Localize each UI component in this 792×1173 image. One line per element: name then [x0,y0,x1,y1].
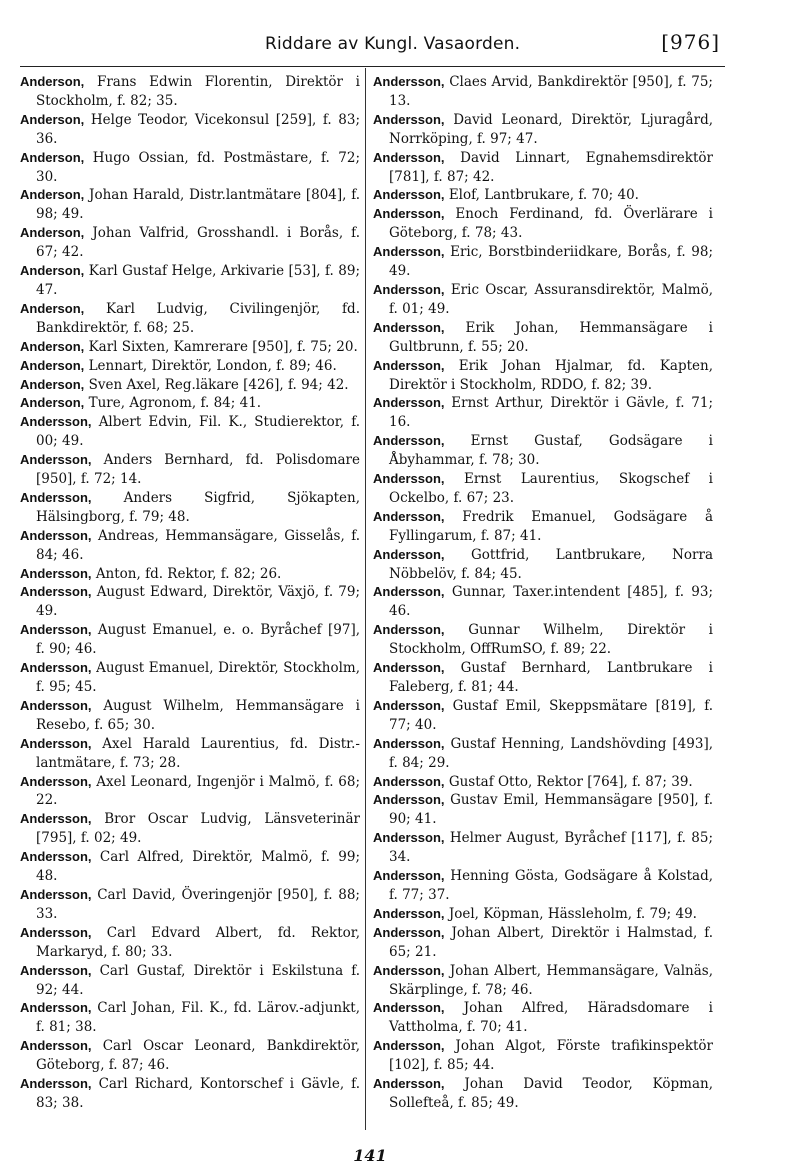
entry-surname: Andersson, [373,357,445,373]
entry-text: Lennart, Direktör, London, f. 89; 46. [88,357,337,374]
index-entry [373,394,713,432]
entry-surname: Andersson, [20,489,92,505]
entry-text: Carl Edvard Albert, fd. Rektor, Markaryd, f. 80; 33. [36,924,361,960]
entry-surname: Andersson, [373,660,445,676]
entry-text: Carl Gustaf, Direktör i Eskilstuna f. 92; 44. [36,962,360,998]
entry-text: Fredrik Emanuel, Godsägare å Fyllingarum, f. 87; 41. [389,508,713,544]
entry-surname: Andersson, [20,773,92,789]
index-entry [20,565,360,584]
folio-number: 141 [353,1146,387,1165]
entry-surname: Andersson, [20,735,92,751]
index-entry [20,735,360,773]
entry-surname: Andersson, [20,924,92,940]
entry-surname: Andersson, [20,1000,92,1016]
entry-surname: Andersson, [373,111,445,127]
index-entry [20,962,360,1000]
entry-text: Helmer August, Byråchef [117], f. 85; 34. [389,830,713,866]
index-entry [373,791,713,829]
entry-surname: Andersson, [373,622,445,638]
entry-surname: Anderson, [20,263,85,279]
index-entry [20,697,360,735]
entry-surname: Andersson, [373,735,445,751]
index-entry [373,205,713,243]
entry-surname: Andersson, [20,527,92,543]
index-entry [20,886,360,924]
entry-surname: Andersson, [20,1076,92,1092]
index-entry [373,546,713,584]
entry-text: Johan Albert, Hemmansägare, Valnäs, Skärplinge, f. 78; 46. [389,962,713,998]
entry-text: Anton, fd. Rektor, f. 82; 26. [95,565,282,582]
index-entry [373,621,713,659]
index-entry [20,451,360,489]
entry-text: Henning Gösta, Godsägare å Kolstad, f. 77; 37. [389,868,713,903]
page-number: [976] [661,30,720,54]
index-entry [373,149,713,187]
entry-surname: Andersson, [20,886,92,902]
entry-surname: Andersson, [20,811,92,827]
entry-surname: Andersson, [373,546,445,562]
entry-text: Anders Bernhard, fd. Polisdomare [950], f. 72; 14. [36,452,360,488]
index-entry [20,848,360,886]
entry-text: Erik Johan, Hemmansägare i Gultbrunn, f. 55; 20. [389,319,713,355]
entry-text: Carl Alfred, Direktör, Malmö, f. 99; 48. [36,849,360,885]
index-entry [373,773,713,792]
entry-text: Helge Teodor, Vicekonsul [259], f. 83; 36. [36,111,360,147]
entry-surname: Andersson, [373,773,445,789]
entry-surname: Andersson, [20,697,92,713]
entry-text: Carl Oscar Leonard, Bankdirektör, Göteborg, f. 87; 46. [36,1038,360,1074]
running-header [20,30,720,60]
entry-text: Elof, Lantbrukare, f. 70; 40. [448,187,639,204]
entry-surname: Anderson, [20,111,85,127]
entry-text: Ernst Laurentius, Skogschef i Ockelbo, f. 67; 23. [389,471,713,506]
entry-text: Karl Gustaf Helge, Arkivarie [53], f. 89; 47. [36,263,360,298]
entry-surname: Andersson, [373,281,445,297]
index-entry [373,583,713,621]
index-entry [20,489,360,527]
entry-surname: Andersson, [373,962,445,978]
entry-text: Anders Sigfrid, Sjökapten, Hälsingborg, f. 79; 48. [36,489,360,525]
index-entry [20,262,360,300]
index-entry [20,224,360,262]
index-entry [373,281,713,319]
entry-surname: Andersson, [373,395,445,411]
entry-surname: Andersson, [373,74,445,89]
entry-text: Andreas, Hemmansägare, Gisselås, f. 84; 46. [36,527,360,563]
left-column [20,73,360,1113]
index-entry [373,186,713,205]
entry-surname: Andersson, [373,830,445,846]
entry-surname: Anderson, [20,149,85,165]
index-entry [373,111,713,149]
index-entry [20,394,360,413]
entry-surname: Andersson, [20,565,92,581]
entry-text: Gustaf Emil, Skeppsmätare [819], f. 77; 40. [389,697,713,733]
entry-surname: Andersson, [20,414,92,430]
header-rule [20,66,725,67]
index-entry [20,810,360,848]
entry-surname: Andersson, [373,1076,445,1092]
entry-surname: Andersson, [373,187,445,203]
index-entry [20,111,360,149]
index-entry [373,1037,713,1075]
entry-text: David Leonard, Direktör, Ljuragård, Norrköping, f. 97; 47. [389,111,713,147]
entry-text: Joel, Köpman, Hässleholm, f. 79; 49. [448,905,697,922]
entry-surname: Andersson, [20,584,92,600]
entry-surname: Andersson, [373,471,445,487]
entry-text: Albert Edvin, Fil. K., Studierektor, f. 00; 49. [36,414,361,450]
index-entry [20,1075,360,1113]
entry-surname: Andersson, [20,622,92,638]
index-entry [373,735,713,773]
entry-surname: Andersson, [20,1038,92,1054]
entry-surname: Andersson, [20,452,92,468]
entry-text: Bror Oscar Ludvig, Länsveterinär [795], f. 02; 49. [36,811,361,847]
entry-text: Ture, Agronom, f. 84; 41. [88,395,262,412]
entry-text: Frans Edwin Florentin, Direktör i Stockholm, f. 82; 35. [36,74,360,109]
entry-text: Carl Johan, Fil. K., fd. Lärov.-adjunkt, f. 81; 38. [36,1000,360,1036]
entry-surname: Anderson, [20,376,85,392]
entry-surname: Anderson, [20,395,85,411]
index-entry [20,413,360,451]
entry-surname: Andersson, [373,792,445,808]
index-entry [20,338,360,357]
entry-text: Axel Harald Laurentius, fd. Distr.-lantmätare, f. 73; 28. [36,735,360,771]
entry-surname: Anderson, [20,357,85,373]
entry-surname: Andersson, [373,868,445,884]
entry-surname: Andersson, [373,924,445,940]
entry-text: Johan Harald, Distr.lantmätare [804], f. 98; 49. [36,187,360,223]
index-entry [20,300,360,338]
entry-text: August Edward, Direktör, Växjö, f. 79; 49. [36,584,361,620]
index-entry [373,924,713,962]
entry-surname: Andersson, [373,584,445,600]
entry-surname: Anderson, [20,338,85,354]
entry-surname: Anderson, [20,74,85,89]
index-entry [373,999,713,1037]
entry-text: Ernst Arthur, Direktör i Gävle, f. 71; 16. [389,395,714,431]
index-entry [20,376,360,395]
index-entry [20,527,360,565]
index-entry [20,659,360,697]
entry-text: Erik Johan Hjalmar, fd. Kapten, Direktör i Stockholm, RDDO, f. 82; 39. [389,357,713,393]
entry-text: Gustav Emil, Hemmansägare [950], f. 90; 41. [389,792,713,828]
entry-surname: Andersson, [373,206,445,222]
right-column [373,73,713,1113]
column-divider [365,68,366,1130]
index-entry [373,829,713,867]
index-entry [373,319,713,357]
index-entry [20,149,360,187]
entry-surname: Andersson, [373,697,445,713]
entry-text: August Wilhelm, Hemmansägare i Resebo, f. 65; 30. [36,697,360,733]
index-entry [20,73,360,111]
index-entry [20,357,360,376]
index-entry [373,867,713,905]
index-entry [373,470,713,508]
entry-text: Gustaf Henning, Landshövding [493], f. 84; 29. [389,735,714,771]
index-entry [373,357,713,395]
entry-text: Gustaf Otto, Rektor [764], f. 87; 39. [448,773,693,790]
entry-text: Claes Arvid, Bankdirektör [950], f. 75; 13. [389,74,713,109]
entry-text: Johan Alfred, Häradsdomare i Vattholma, f. 70; 41. [389,1000,713,1036]
entry-surname: Andersson, [373,244,445,260]
entry-surname: Anderson, [20,225,85,241]
entry-text: Karl Sixten, Kamrerare [950], f. 75; 20. [88,338,358,355]
index-entry [373,697,713,735]
index-entry [20,1037,360,1075]
entry-text: Hugo Ossian, fd. Postmästare, f. 72; 30. [36,149,360,185]
entry-surname: Andersson, [373,1000,445,1016]
entry-text: Gunnar, Taxer.intendent [485], f. 93; 46. [389,584,713,620]
entry-text: August Emanuel, e. o. Byråchef [97], f. 90; 46. [36,622,360,658]
entry-surname: Andersson, [20,962,92,978]
entry-text: Gottfrid, Lantbrukare, Norra Nöbbelöv, f. 84; 45. [389,546,714,582]
index-entry [373,508,713,546]
entry-text: David Linnart, Egnahemsdirektör [781], f. 87; 42. [389,149,713,185]
index-entry [373,432,713,470]
entry-text: Johan Algot, Förste trafikinspektör [102], f. 85; 44. [389,1038,714,1074]
entry-text: Gustaf Bernhard, Lantbrukare i Faleberg, f. 81; 44. [389,660,713,695]
entry-surname: Andersson, [20,849,92,865]
entry-text: Johan David Teodor, Köpman, Sollefteå, f. 85; 49. [389,1076,713,1111]
entry-text: Karl Ludvig, Civilingenjör, fd. Bankdirektör, f. 68; 25. [36,300,360,336]
entry-surname: Andersson, [373,149,445,165]
entry-surname: Andersson, [373,905,445,921]
entry-text: Carl David, Överingenjör [950], f. 88; 33. [36,886,360,922]
entry-surname: Anderson, [20,187,85,203]
index-entry [20,999,360,1037]
entry-text: Gunnar Wilhelm, Direktör i Stockholm, OffRumSO, f. 89; 22. [389,622,714,658]
index-entry [373,905,713,924]
entry-text: Sven Axel, Reg.läkare [426], f. 94; 42. [88,376,349,393]
entry-text: Eric Oscar, Assuransdirektör, Malmö, f. 01; 49. [389,281,713,317]
entry-surname: Andersson, [373,508,445,524]
index-entry [373,962,713,1000]
index-entry [20,621,360,659]
index-entry [20,186,360,224]
entry-text: Eric, Borstbinderiidkare, Borås, f. 98; 49. [389,244,713,280]
entry-surname: Andersson, [20,660,92,676]
entry-text: Johan Albert, Direktör i Halmstad, f. 65; 21. [389,924,713,960]
entry-text: Enoch Ferdinand, fd. Överlärare i Göteborg, f. 78; 43. [389,206,713,242]
entry-text: August Emanuel, Direktör, Stockholm, f. 95; 45. [36,660,360,695]
index-entry [373,1075,713,1113]
entry-surname: Andersson, [373,1038,445,1054]
index-entry [20,583,360,621]
entry-text: Johan Valfrid, Grosshandl. i Borås, f. 67; 42. [36,225,360,261]
index-entry [373,659,713,697]
page-title: Riddare av Kungl. Vasaorden. [265,34,521,54]
entry-surname: Andersson, [373,319,445,335]
entry-text: Carl Richard, Kontorschef i Gävle, f. 83; 38. [36,1076,360,1111]
entry-surname: Anderson, [20,300,85,316]
entry-surname: Andersson, [373,433,445,449]
index-entry [20,773,360,811]
index-entry [20,924,360,962]
entry-text: Axel Leonard, Ingenjör i Malmö, f. 68; 22. [36,773,360,809]
entry-text: Ernst Gustaf, Godsägare i Åbyhammar, f. 78; 30. [389,433,713,469]
index-entry [373,73,713,111]
index-entry [373,243,713,281]
